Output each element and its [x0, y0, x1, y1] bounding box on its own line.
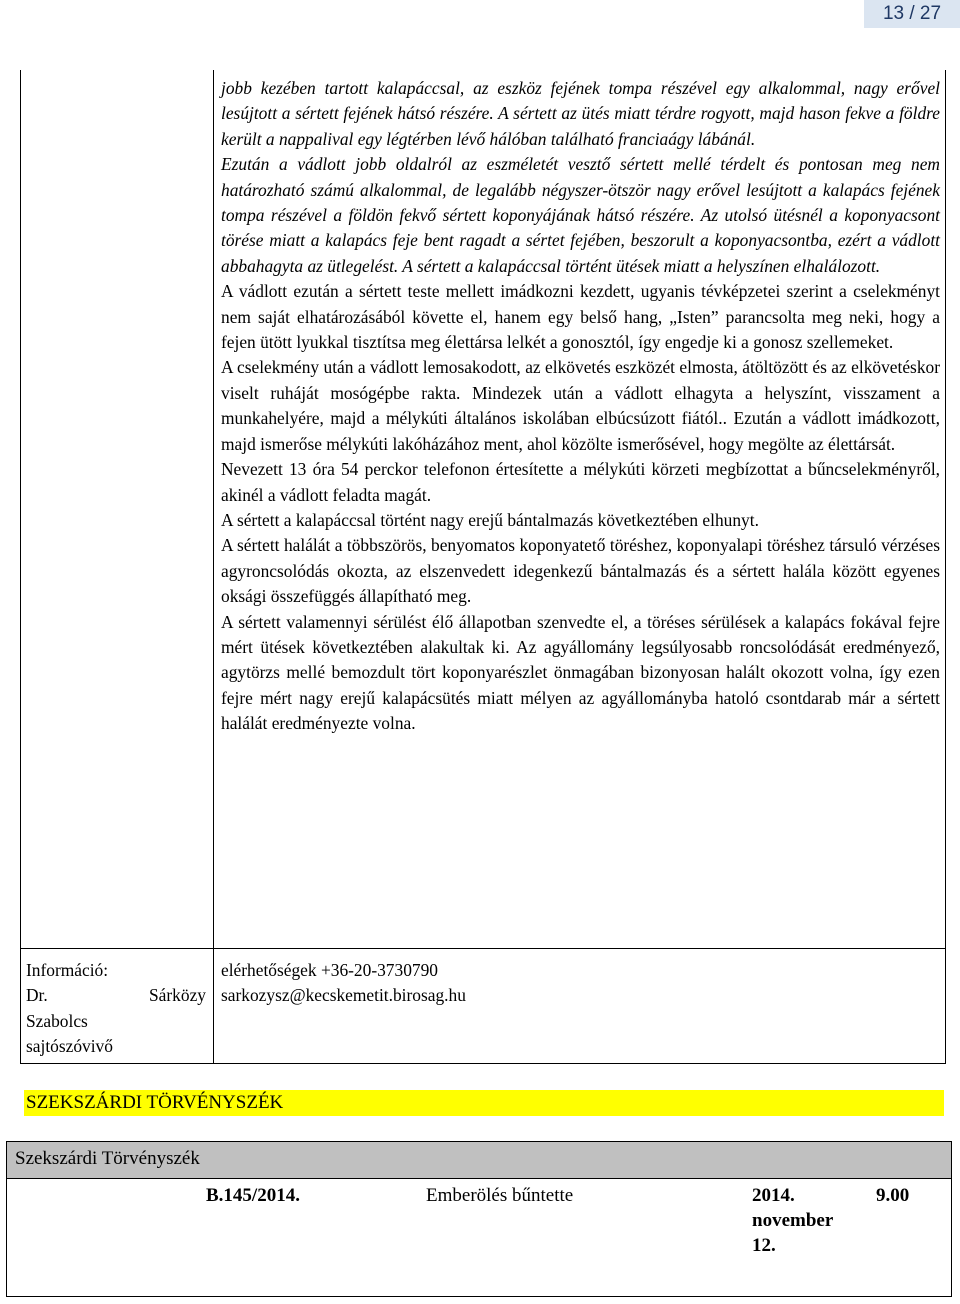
- paragraph-5: Nevezett 13 óra 54 perckor telefonon értesítette a mélykúti körzeti megbízottat a bűncselekményről, akinél a vádlott feladta magát.: [221, 459, 940, 505]
- case-time: 9.00: [876, 1185, 910, 1206]
- info-label: [26, 958, 206, 1060]
- contact-phone: elérhetőségek +36-20-3730790: [221, 960, 438, 980]
- contact-info: [221, 958, 621, 1009]
- page-number: 13 / 27: [864, 0, 960, 28]
- table-border-left: [20, 70, 21, 1063]
- info-heading: Információ:: [26, 960, 109, 980]
- case-offense: Emberölés bűntette: [426, 1185, 574, 1206]
- table-row: [6, 1179, 952, 1297]
- paragraph-2: Ezután a vádlott jobb oldalról az eszméletét vesztő sértett mellé térdelt és pontosan meg nem határozható számú alkalommal, de legalább négyszer-ötször nagy erővel lesújtott a kalapács fejének tompa részével a földön fekvő sértett koponyájának hátsó részére. Az utolsó ütésnél a koponyacsont törése miatt a kalapács feje bent ragadt a sértet fejében, beszorult a koponyacsontba, ezért a vádlott abbahagyta az ütlegelést. A sértett a kalapáccsal történt ütések miatt a helyszínen elhalálozott.: [221, 154, 940, 276]
- paragraph-4: A cselekmény után a vádlott lemosakodott, az elkövetés eszközét elmosta, átöltözött és az elkövetéskor viselt ruháját mosógépbe rakta. Mindezek után a vádlott elhagyta a helyszínt, visszament a munkahelyére, majd a mélykúti általános iskolában elbúcsúzott fiától.. Ezután a vádlott imádkozott, majd ismerőse mélykúti lakóházához ment, ahol közölte ismerősével, hogy megölte az élettársát.: [221, 357, 940, 454]
- case-date: 2014. november 12.: [752, 1185, 834, 1256]
- court-banner: SZEKSZÁRDI TÖRVÉNYSZÉK: [24, 1090, 944, 1116]
- spokesperson-surname: Szabolcs: [26, 1010, 88, 1031]
- paragraph-7: A sértett halálát a többszörös, benyomatos koponyatető töréshez, koponyalapi töréshez társuló vérzéses agyroncsolódás okozta, az elszenvedett idegenkezű bántalmazás és a sértett halála között egyenes oksági összefüggés állapítható meg.: [221, 535, 940, 607]
- spokesperson-role: sajtószóvivő: [26, 1036, 113, 1057]
- case-number: B.145/2014.: [206, 1185, 300, 1206]
- paragraph-1: jobb kezében tartott kalapáccsal, az eszköz fejének tompa részével egy alkalommal, nagy erővel lesújtott a sértett fejének hátsó részére. A sértett az ütés miatt térdre rogyott, majd hason fekve a földre került a nappalival egy légtérben lévő hálóban található franciaágy lábánál.: [221, 78, 940, 149]
- table-border-middle: [213, 70, 214, 1063]
- table-border-bottom: [20, 1063, 946, 1064]
- paragraph-8: A sértett valamennyi sérülést élő állapotban szenvedte el, a töréses sérülések a kalapács fokával fejre mért ütések következtében alakultak ki. Az agyállomány legsúlyosabb roncsolódását eredményező, agytörzs mellé bemozdult tört koponyarészlet önmagában bizonyosan halált okozott volna, így ezen fejre mért nagy erejű kalapácsütés miatt mélyen az agyállományba hatoló csontdarab már a sértett halálát eredményezte volna.: [221, 611, 940, 734]
- paragraph-3: A vádlott ezután a sértett teste mellett imádkozni kezdett, ugyanis tévképzetei szerint a cselekményt nem saját elhatározásából követte el, hanem egy belső hang, „Isten” parancsolta meg neki, hogy a fejen ütött lyukkal tisztítsa meg élettársa lelkét a gonosztól, így engedje ki a gonosz szellemeket.: [221, 281, 940, 353]
- paragraph-6: A sértett a kalapáccsal történt nagy erejű bántalmazás következtében elhunyt.: [221, 509, 759, 530]
- case-description: [221, 76, 940, 737]
- table-border-right: [945, 70, 946, 1063]
- table-border-divider: [20, 948, 946, 949]
- contact-email[interactable]: sarkozysz@kecskemetit.birosag.hu: [221, 985, 466, 1006]
- spokesperson-name: Dr. Sárközy: [26, 985, 206, 1006]
- court-table-header: Szekszárdi Törvényszék: [6, 1141, 952, 1179]
